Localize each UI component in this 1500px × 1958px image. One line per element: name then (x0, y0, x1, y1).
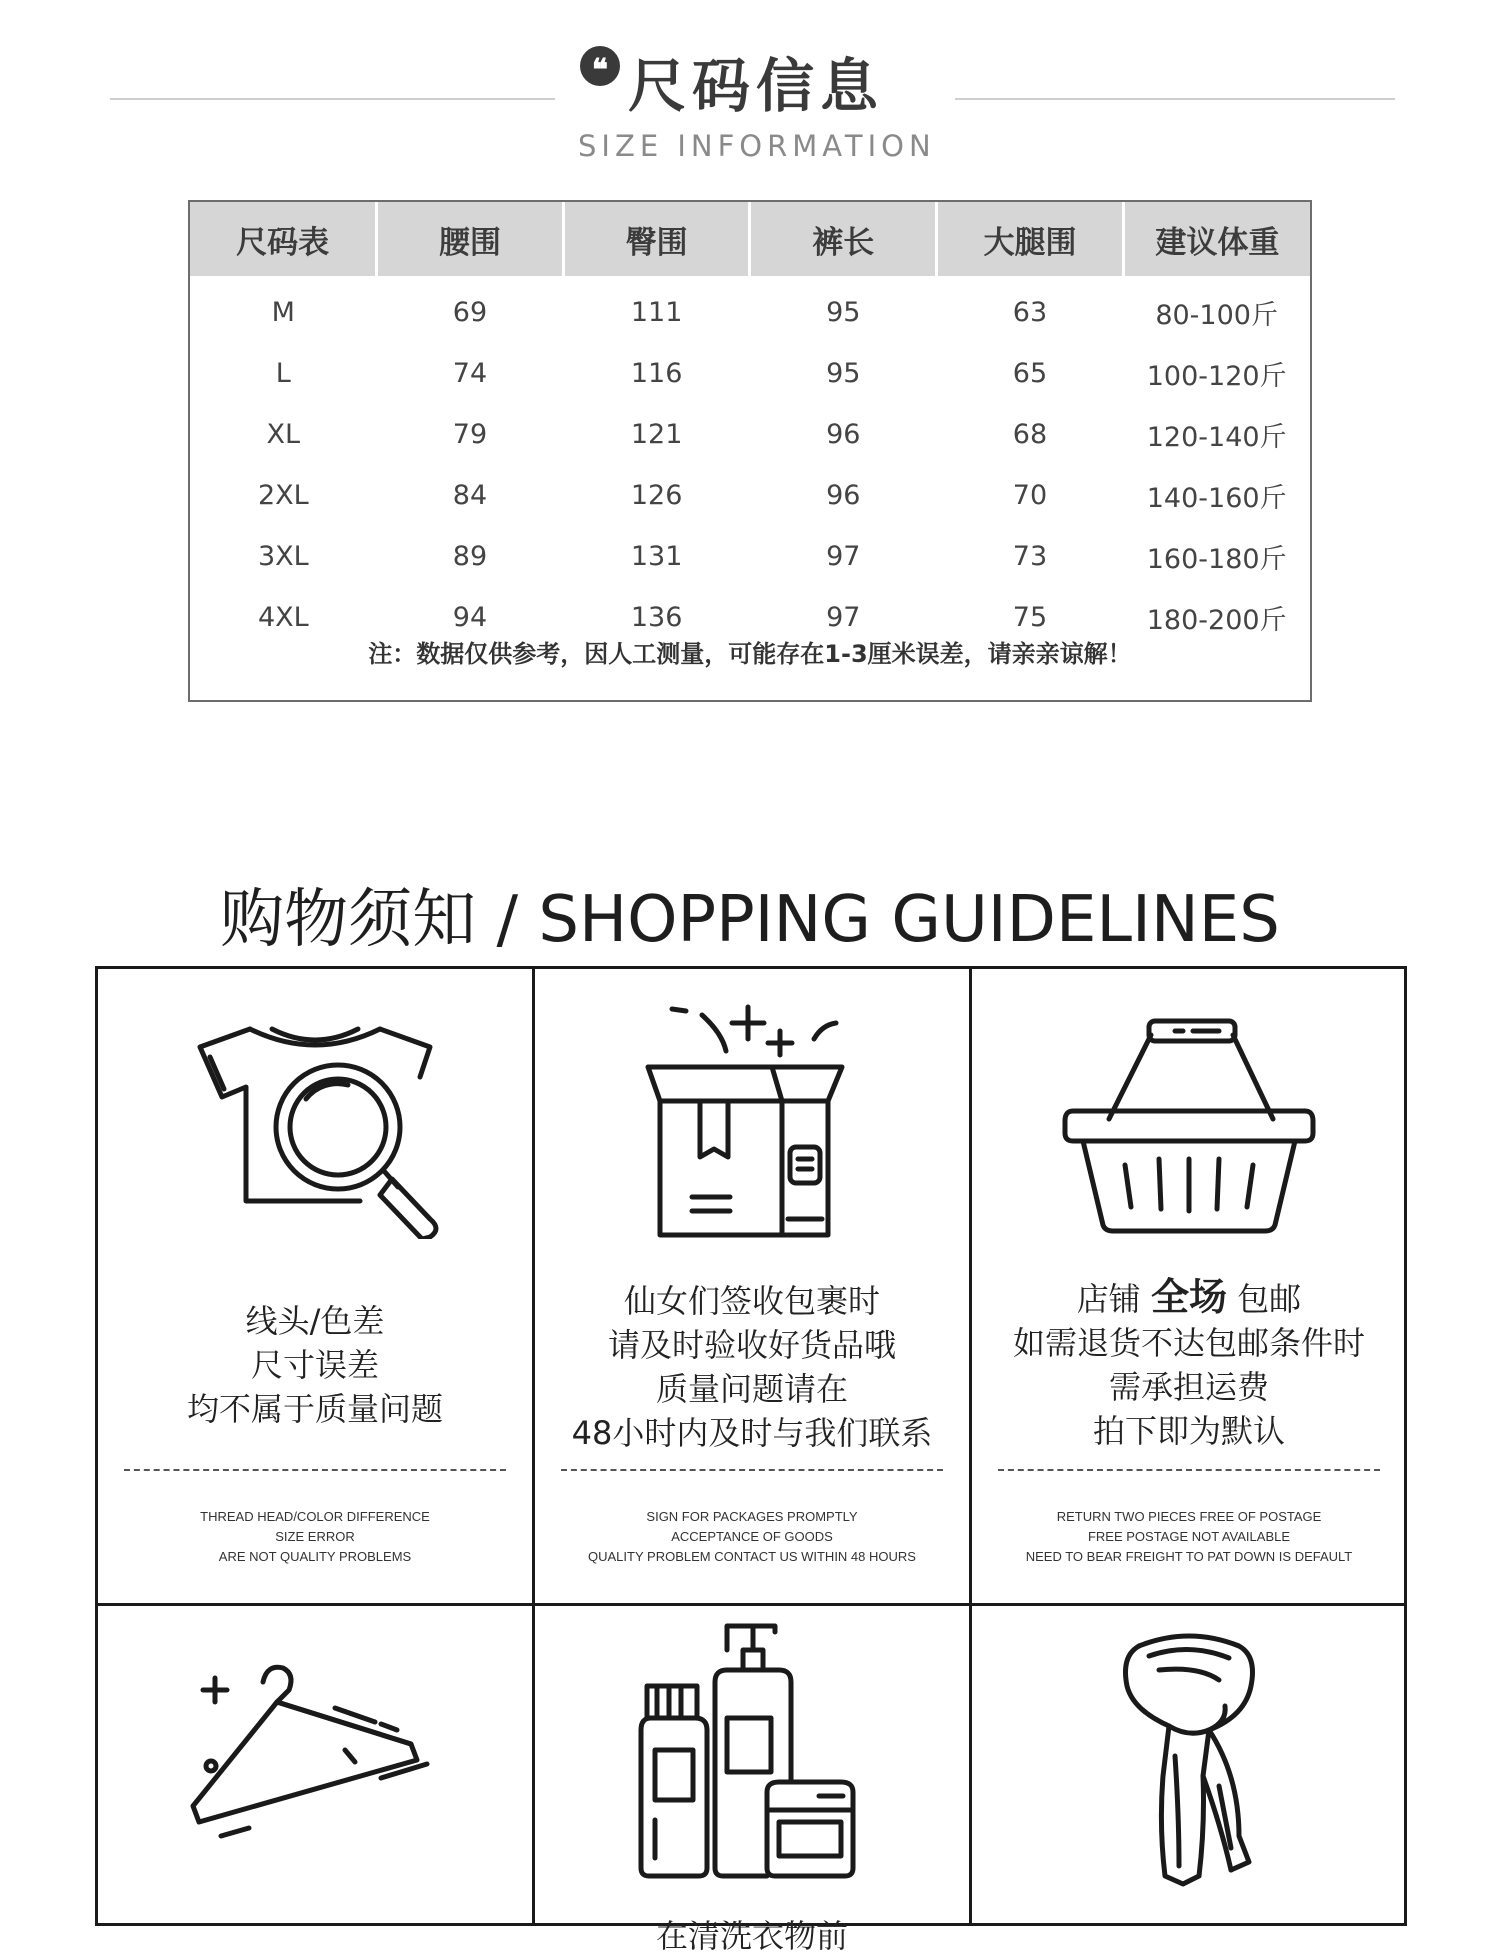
shopping-basket-icon (1059, 999, 1319, 1239)
text-line: 仙女们签收包裹时 (623, 1282, 880, 1320)
table-row (190, 526, 1310, 587)
table-cell: XL (266, 419, 301, 450)
table-cell: 89 (452, 541, 488, 572)
text-line: RETURN TWO PIECES FREE OF POSTAGE (1056, 1509, 1322, 1524)
size-section-header (0, 0, 1500, 180)
quote-icon: ❝ (580, 46, 620, 86)
guidelines-title: 购物须知 / SHOPPING GUIDELINES (220, 883, 1280, 957)
dashed-divider (124, 1469, 506, 1471)
table-row (190, 276, 1310, 343)
table-cell: 131 (630, 541, 683, 572)
table-cell: M (271, 297, 295, 328)
table-header-row (190, 202, 1310, 276)
scarf-icon (1099, 1626, 1279, 1896)
tshirt-magnifier-icon (180, 999, 450, 1239)
table-cell: 116 (630, 358, 683, 389)
text-line: 48小时内及时与我们联系 (571, 1414, 933, 1452)
guidelines-grid (95, 966, 1407, 1955)
table-cell: 96 (826, 419, 861, 450)
table-cell: 96 (826, 480, 861, 511)
table-cell: 126 (630, 480, 683, 511)
text-line: QUALITY PROBLEM CONTACT US WITHIN 48 HOURS (588, 1549, 916, 1564)
guideline-card (98, 1606, 532, 1926)
table-cell: 70 (1012, 480, 1048, 511)
size-section-title: 尺码信息 (628, 52, 885, 120)
divider-line (110, 98, 555, 100)
text-line: 需承担运费 (1108, 1368, 1269, 1406)
table-row (190, 465, 1310, 526)
table-cell: 75 (1012, 602, 1048, 633)
table-cell: 74 (452, 358, 488, 389)
guideline-card (98, 969, 532, 1603)
guideline-text-en (972, 1507, 1406, 1567)
text-line: 请及时验收好货品哦 (607, 1326, 896, 1364)
table-cell: 111 (630, 297, 683, 328)
text-line: 线头/色差 (245, 1302, 385, 1340)
text-line: FREE POSTAGE NOT AVAILABLE (1087, 1529, 1291, 1544)
table-cell: 121 (630, 419, 683, 450)
column-header: 臀围 (563, 202, 750, 276)
text-fragment: 店铺 (1076, 1280, 1151, 1318)
text-line: 质量问题请在 (655, 1370, 848, 1408)
text-line: SIZE ERROR (275, 1529, 355, 1544)
table-cell: 3XL (257, 541, 309, 572)
guideline-text-cn: 在清洗衣物前 (655, 1917, 848, 1955)
table-cell: 69 (452, 297, 488, 328)
table-cell: 80-100斤 (1155, 300, 1278, 331)
text-line: SIGN FOR PACKAGES PROMPTLY (646, 1509, 858, 1524)
table-cell: 63 (1012, 297, 1048, 328)
guideline-card (535, 1606, 969, 1955)
text-emphasis: 全场 (1150, 1275, 1227, 1319)
table-cell: 140-160斤 (1146, 483, 1287, 514)
hanger-icon (185, 1646, 445, 1846)
table-cell: 73 (1012, 541, 1048, 572)
guideline-card (972, 1606, 1406, 1926)
bottles-icon (627, 1620, 877, 1890)
table-cell: 68 (1012, 419, 1048, 450)
column-header: 大腿围 (937, 202, 1124, 276)
size-section-subtitle: SIZE INFORMATION (578, 129, 936, 163)
guideline-text-en (535, 1507, 969, 1567)
table-cell: 100-120斤 (1146, 361, 1287, 392)
table-cell: 65 (1012, 358, 1048, 389)
table-cell: 94 (452, 602, 488, 633)
table-cell: 79 (452, 419, 488, 450)
size-note: 注：数据仅供参考，因人工测量，可能存在1-3厘米误差，请亲亲谅解！ (368, 640, 1132, 668)
text-line: THREAD HEAD/COLOR DIFFERENCE (200, 1509, 430, 1524)
guideline-text-en (98, 1507, 532, 1567)
table-cell: 95 (826, 297, 861, 328)
table-cell: 4XL (257, 602, 309, 633)
divider-line (955, 98, 1395, 100)
size-table (188, 200, 1312, 702)
table-cell: 2XL (257, 480, 309, 511)
text-fragment: 包邮 (1227, 1280, 1302, 1318)
text-line: ARE NOT QUALITY PROBLEMS (218, 1549, 412, 1564)
table-row (190, 343, 1310, 404)
column-header: 建议体重 (1123, 202, 1310, 276)
open-box-icon (622, 999, 882, 1249)
table-cell: 120-140斤 (1146, 422, 1287, 453)
table-cell: 136 (630, 602, 683, 633)
text-line: 拍下即为默认 (1092, 1412, 1285, 1450)
text-line: 如需退货不达包邮条件时 (1012, 1324, 1365, 1362)
table-cell: 95 (826, 358, 861, 389)
guideline-card (972, 969, 1406, 1603)
table-cell: 97 (826, 541, 861, 572)
text-line (972, 1275, 1406, 1321)
table-cell: 160-180斤 (1146, 544, 1287, 575)
guideline-card (535, 969, 969, 1603)
guideline-text-cn (535, 1279, 969, 1455)
table-cell: 180-200斤 (1146, 605, 1287, 636)
dashed-divider (561, 1469, 943, 1471)
column-header: 腰围 (377, 202, 564, 276)
dashed-divider (998, 1469, 1380, 1471)
column-header: 裤长 (750, 202, 937, 276)
text-line: ACCEPTANCE OF GOODS (671, 1529, 833, 1544)
table-row (190, 404, 1310, 465)
table-cell: 97 (826, 602, 861, 633)
table-cell: 84 (452, 480, 488, 511)
table-cell: L (275, 358, 291, 389)
text-line: 尺寸误差 (250, 1346, 379, 1384)
column-header: 尺码表 (190, 202, 377, 276)
text-line: NEED TO BEAR FREIGHT TO PAT DOWN IS DEFAULT (1025, 1549, 1353, 1564)
guideline-text-cn (972, 1275, 1406, 1453)
guideline-text-cn (98, 1299, 532, 1431)
text-line: 均不属于质量问题 (186, 1390, 443, 1428)
